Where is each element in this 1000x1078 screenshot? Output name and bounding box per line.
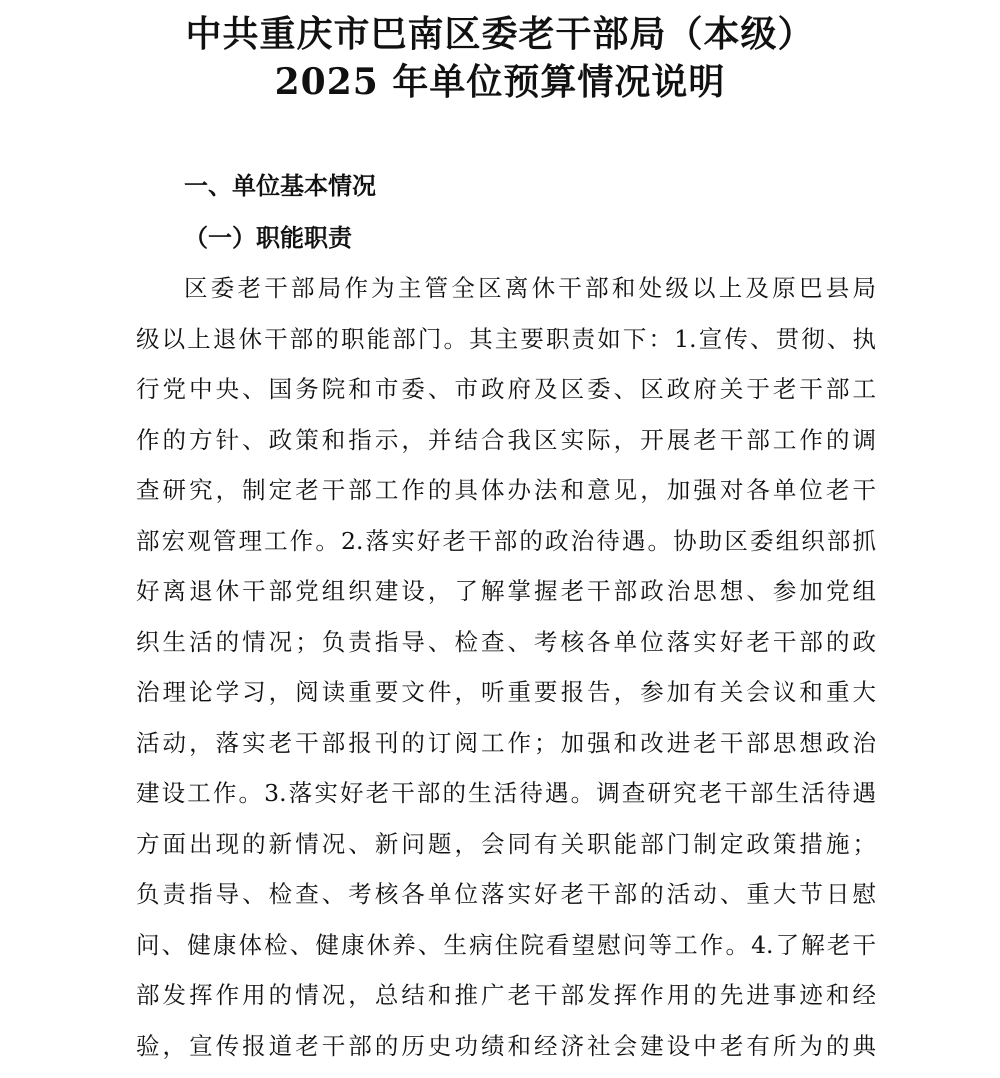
- paragraph-line: 部宏观管理工作。2.落实好老干部的政治待遇。协助区委组织部抓: [136, 523, 876, 574]
- paragraph-line: 部发挥作用的情况，总结和推广老干部发挥作用的先进事迹和经: [136, 977, 876, 1028]
- section-heading-basic-info: 一、单位基本情况: [184, 168, 376, 204]
- paragraph-line: 建设工作。3.落实好老干部的生活待遇。调查研究老干部生活待遇: [136, 775, 876, 826]
- paragraph-line: 行党中央、国务院和市委、市政府及区委、区政府关于老干部工: [136, 371, 876, 422]
- paragraph-line: 负责指导、检查、考核各单位落实好老干部的活动、重大节日慰: [136, 876, 876, 927]
- paragraph-line: 方面出现的新情况、新问题，会同有关职能部门制定政策措施；: [136, 826, 876, 877]
- paragraph-line: 区委老干部局作为主管全区离休干部和处级以上及原巴县局: [136, 270, 876, 321]
- document-title-line-1: 中共重庆市巴南区委老干部局（本级）: [0, 12, 1000, 56]
- paragraph-line: 活动，落实老干部报刊的订阅工作；加强和改进老干部思想政治: [136, 725, 876, 776]
- body-paragraph: [136, 270, 876, 1078]
- paragraph-line: 验，宣传报道老干部的历史功绩和经济社会建设中老有所为的典: [136, 1028, 876, 1078]
- paragraph-line: 问、健康体检、健康休养、生病住院看望慰问等工作。4.了解老干: [136, 927, 876, 978]
- paragraph-line: 治理论学习，阅读重要文件，听重要报告，参加有关会议和重大: [136, 674, 876, 725]
- paragraph-line: 好离退休干部党组织建设，了解掌握老干部政治思想、参加党组: [136, 573, 876, 624]
- document-title-line-2: 2025 年单位预算情况说明: [0, 60, 1000, 104]
- paragraph-line: 作的方针、政策和指示，并结合我区实际，开展老干部工作的调: [136, 422, 876, 473]
- paragraph-line: 织生活的情况；负责指导、检查、考核各单位落实好老干部的政: [136, 624, 876, 675]
- paragraph-line: 查研究，制定老干部工作的具体办法和意见，加强对各单位老干: [136, 472, 876, 523]
- subsection-heading-functions: （一）职能职责: [184, 220, 352, 256]
- paragraph-line: 级以上退休干部的职能部门。其主要职责如下：1.宣传、贯彻、执: [136, 321, 876, 372]
